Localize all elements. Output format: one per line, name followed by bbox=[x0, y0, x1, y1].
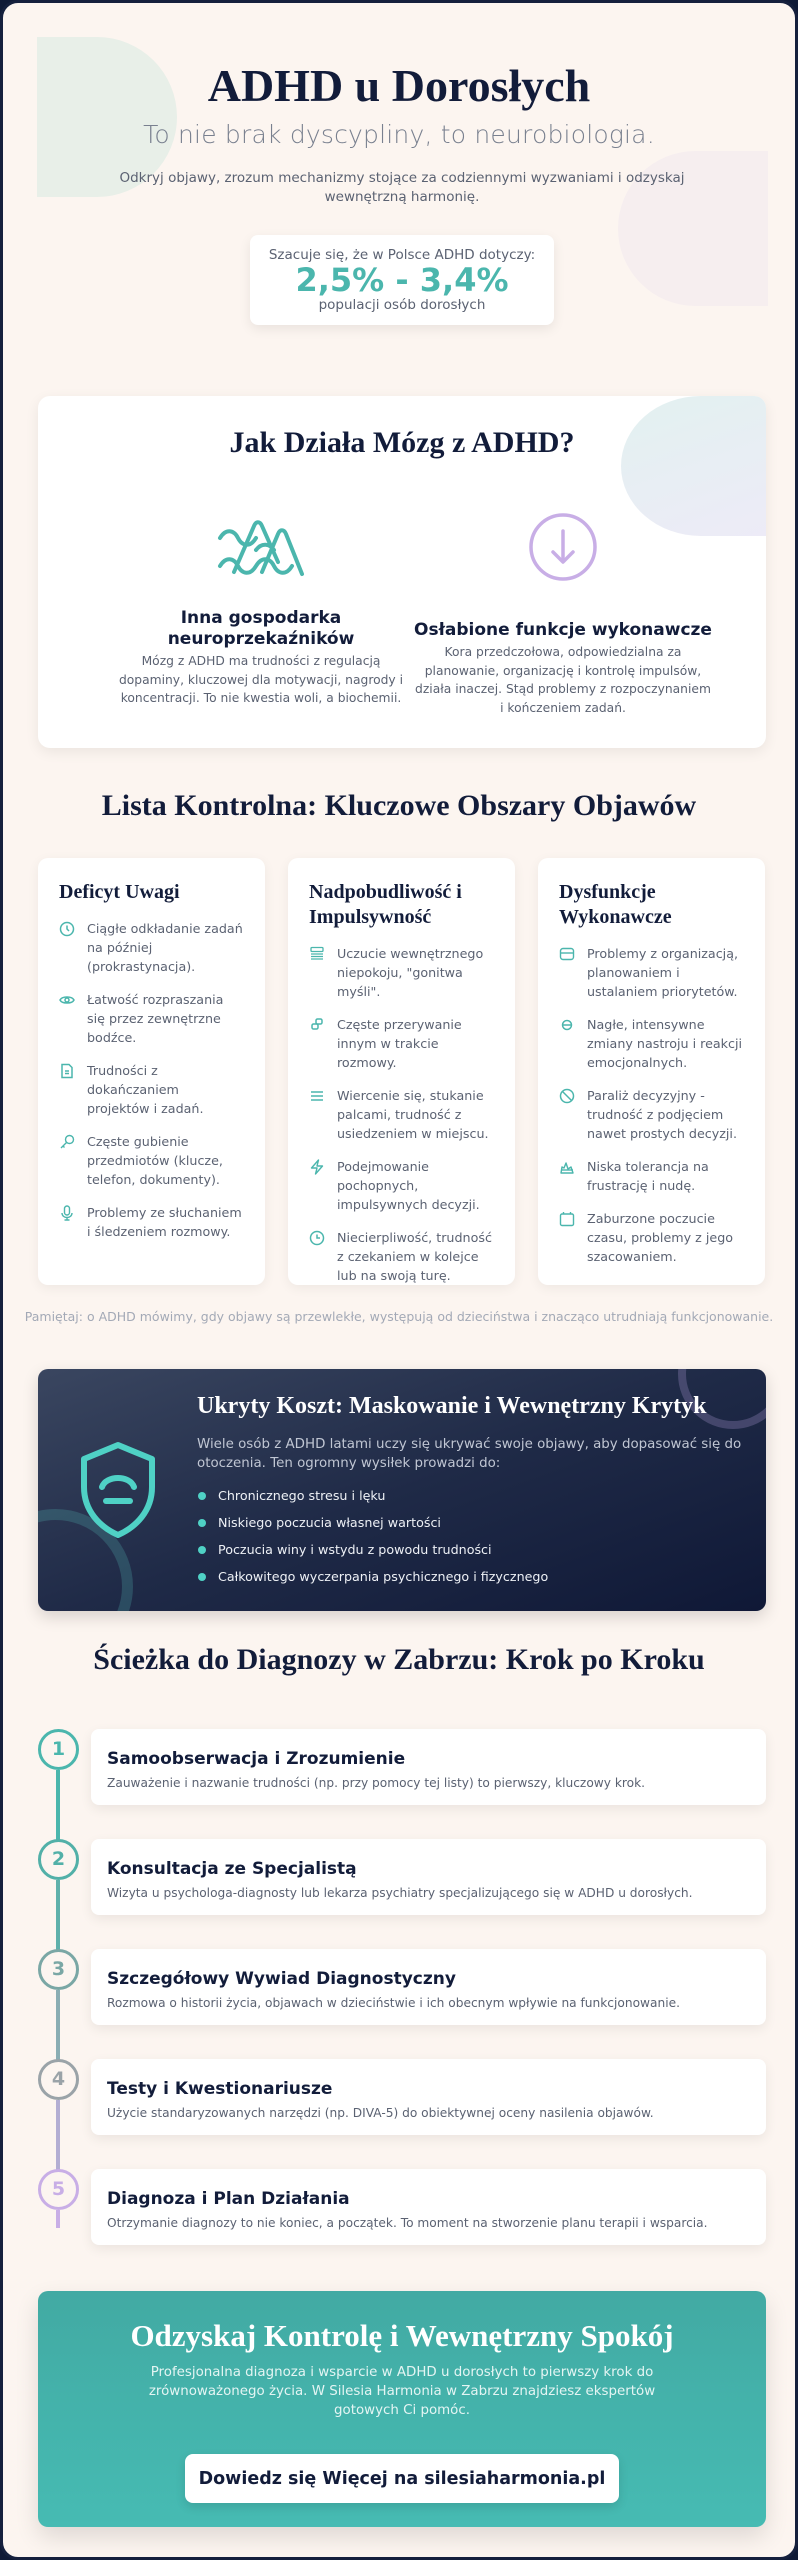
step-card bbox=[91, 2059, 766, 2135]
list-item: Paraliż decyzyjny - trudność z podjęciem nawet prostych decyzji. bbox=[559, 1086, 745, 1143]
list-item: Chronicznego stresu i lęku bbox=[197, 1482, 548, 1509]
diagnosis-path-title: Ścieżka do Diagnozy w Zabrzu: Krok po Kroku bbox=[93, 1643, 705, 1676]
page-title: ADHD u Dorosłych bbox=[207, 60, 591, 111]
brain-section-card bbox=[38, 396, 766, 748]
learn-more-button[interactable]: Dowiedz się Więcej na silesiaharmonia.pl bbox=[185, 2454, 619, 2503]
menu-lines-icon bbox=[309, 1088, 325, 1104]
stat-sub: populacji osób dorosłych bbox=[318, 297, 486, 313]
key-icon bbox=[59, 1134, 75, 1150]
cta-description: Profesjonalna diagnoza i wsparcie w ADHD u dorosłych to pierwszy krok do zrównoważonego życia. W Silesia Harmonia w Zabrzu znajdziesz ekspertów gotowych Ci pomóc. bbox=[148, 2365, 656, 2418]
link-icon bbox=[309, 1017, 325, 1033]
cta-section bbox=[38, 2291, 766, 2527]
brain-column-neurotransmitters bbox=[111, 506, 411, 708]
list-item: Łatwość rozpraszania się przez zewnętrzne bodźce. bbox=[59, 990, 245, 1047]
hero-subtitle: To nie brak dyscypliny, to neurobiologia. bbox=[143, 120, 655, 149]
bullet-icon bbox=[198, 1573, 206, 1581]
list-item: Nagłe, intensywne zmiany nastroju i reakcji emocjonalnych. bbox=[559, 1015, 745, 1072]
brain-column-text: Mózg z ADHD ma trudności z regulacją dopaminy, kluczowej dla motywacji, nagrody i koncentracji. To nie kwestia woli, a biochemii. bbox=[118, 654, 404, 705]
bullet-icon bbox=[198, 1492, 206, 1500]
step-number: 4 bbox=[38, 2059, 79, 2100]
masking-section-card bbox=[38, 1369, 766, 1611]
step-text: Zauważenie i nazwanie trudności (np. przy pomocy tej listy) to pierwszy, kluczowy krok. bbox=[107, 1776, 646, 1790]
checklist-card-hyperactivity bbox=[288, 858, 515, 1285]
checklist-note: Pamiętaj: o ADHD mówimy, gdy objawy są przewlekłe, występują od dzieciństwa i znacząco utrudniają funkcjonowanie. bbox=[24, 1309, 774, 1324]
clock-icon bbox=[59, 921, 75, 937]
brain-section-title: Jak Działa Mózg z ADHD? bbox=[229, 426, 575, 459]
frustration-icon bbox=[559, 1159, 575, 1175]
list-item: Poczucia winy i wstydu z powodu trudności bbox=[197, 1536, 548, 1563]
step-title: Szczegółowy Wywiad Diagnostyczny bbox=[107, 1969, 456, 1989]
checklist-title: Lista Kontrolna: Kluczowe Obszary Objawów bbox=[101, 789, 697, 822]
step-title: Testy i Kwestionariusze bbox=[107, 2079, 333, 2099]
bullet-icon bbox=[198, 1519, 206, 1527]
mood-icon bbox=[559, 1017, 575, 1033]
stack-lines-icon bbox=[309, 946, 325, 962]
clock-icon bbox=[309, 1230, 325, 1246]
cta-title: Odzyskaj Kontrolę i Wewnętrzny Spokój bbox=[130, 2318, 674, 2353]
masking-title: Ukryty Koszt: Maskowanie i Wewnętrzny Krytyk bbox=[197, 1393, 707, 1419]
step-number: 3 bbox=[38, 1949, 79, 1990]
checklist-card-executive bbox=[538, 858, 765, 1285]
step-text: Rozmowa o historii życia, objawach w dzieciństwie i ich obecnym wpływie na funkcjonowanie. bbox=[107, 1996, 680, 2010]
microphone-icon bbox=[59, 1205, 75, 1221]
checklist-card-attention bbox=[38, 858, 265, 1285]
list-item: Niska tolerancja na frustrację i nudę. bbox=[559, 1157, 745, 1195]
list-item: Całkowitego wyczerpania psychicznego i fizycznego bbox=[197, 1563, 548, 1590]
checklist-card-title: Deficyt Uwagi bbox=[59, 881, 180, 903]
stat-value: 2,5% - 3,4% bbox=[295, 261, 509, 299]
document-icon bbox=[59, 1063, 75, 1079]
prohibited-icon bbox=[559, 1088, 575, 1104]
timeline-connector bbox=[56, 2100, 60, 2180]
step-title: Samoobserwacja i Zrozumienie bbox=[107, 1749, 406, 1769]
list-item: Problemy z organizacją, planowaniem i ustalaniem priorytetów. bbox=[559, 944, 745, 1001]
step-text: Użycie standaryzowanych narzędzi (np. DIVA-5) do obiektywnej oceny nasilenia objawów. bbox=[107, 2106, 654, 2120]
brain-column-executive bbox=[413, 506, 713, 717]
eye-icon bbox=[59, 992, 75, 1008]
step-title: Konsultacja ze Specjalistą bbox=[107, 1859, 357, 1879]
step-number: 1 bbox=[38, 1729, 79, 1770]
list-item: Trudności z dokańczaniem projektów i zadań. bbox=[59, 1061, 245, 1118]
step-text: Otrzymanie diagnozy to nie koniec, a początek. To moment na stworzenie planu terapii i wsparcia. bbox=[107, 2216, 708, 2230]
list-item: Niskiego poczucia własnej wartości bbox=[197, 1509, 548, 1536]
list-item: Uczucie wewnętrznego niepokoju, "gonitwa myśli". bbox=[309, 944, 495, 1001]
brain-column-title: Osłabione funkcje wykonawcze bbox=[414, 620, 712, 640]
hero-description: Odkryj objawy, zrozum mechanizmy stojące za codziennymi wyzwaniami i odzyskaj wewnętrzną harmonię. bbox=[119, 170, 685, 205]
step-card bbox=[91, 1729, 766, 1805]
checklist-card-title: Nadpobudliwość i Impulsywność bbox=[309, 881, 462, 928]
arrow-down-circle-icon bbox=[527, 511, 599, 583]
step-number: 5 bbox=[38, 2169, 79, 2210]
list-item: Podejmowanie pochopnych, impulsywnych decyzji. bbox=[309, 1157, 495, 1214]
list-item: Ciągłe odkładanie zadań na później (prokrastynacja). bbox=[59, 919, 245, 976]
prevalence-stat-box bbox=[250, 235, 554, 325]
checklist-card-title: Dysfunkcje Wykonawcze bbox=[559, 881, 672, 928]
step-number: 2 bbox=[38, 1839, 79, 1880]
stat-label: Szacuje się, że w Polsce ADHD dotyczy: bbox=[268, 247, 536, 263]
step-title: Diagnoza i Plan Działania bbox=[107, 2189, 350, 2209]
list-item: Problemy ze słuchaniem i śledzeniem rozmowy. bbox=[59, 1203, 245, 1241]
list-item: Częste gubienie przedmiotów (klucze, telefon, dokumenty). bbox=[59, 1132, 245, 1189]
list-item: Zaburzone poczucie czasu, problemy z jego szacowaniem. bbox=[559, 1209, 745, 1266]
timeline-connector bbox=[56, 2210, 60, 2228]
shield-mask-icon bbox=[78, 1439, 158, 1539]
box-icon bbox=[559, 946, 575, 962]
list-item: Wiercenie się, stukanie palcami, trudność z usiedzeniem w miejscu. bbox=[309, 1086, 495, 1143]
neurotransmitter-wave-icon bbox=[216, 516, 306, 578]
step-text: Wizyta u psychologa-diagnosty lub lekarza psychiatry specjalizującego się w ADHD u dorosłych. bbox=[107, 1886, 693, 1900]
brain-column-text: Kora przedczołowa, odpowiedzialna za planowanie, organizację i kontrolę impulsów, działa inaczej. Stąd problemy z rozpoczynaniem i kończeniem zadań. bbox=[415, 645, 711, 715]
lightning-icon bbox=[309, 1159, 325, 1175]
brain-column-title: Inna gospodarka neuroprzekaźników bbox=[167, 608, 355, 649]
bullet-icon bbox=[198, 1546, 206, 1554]
list-item: Częste przerywanie innym w trakcie rozmowy. bbox=[309, 1015, 495, 1072]
step-card bbox=[91, 2169, 766, 2245]
timeline-connector bbox=[56, 1990, 60, 2070]
timeline-connector bbox=[56, 1880, 60, 1960]
step-card bbox=[91, 1949, 766, 2025]
timeline-connector bbox=[56, 1770, 60, 1850]
masking-effects-list bbox=[197, 1482, 548, 1590]
step-card bbox=[91, 1839, 766, 1915]
list-item: Niecierpliwość, trudność z czekaniem w kolejce lub na swoją turę. bbox=[309, 1228, 495, 1285]
masking-description: Wiele osób z ADHD latami uczy się ukrywać swoje objawy, aby dopasować się do otoczenia. Ten ogromny wysiłek prowadzi do: bbox=[197, 1437, 742, 1471]
calendar-icon bbox=[559, 1211, 575, 1227]
